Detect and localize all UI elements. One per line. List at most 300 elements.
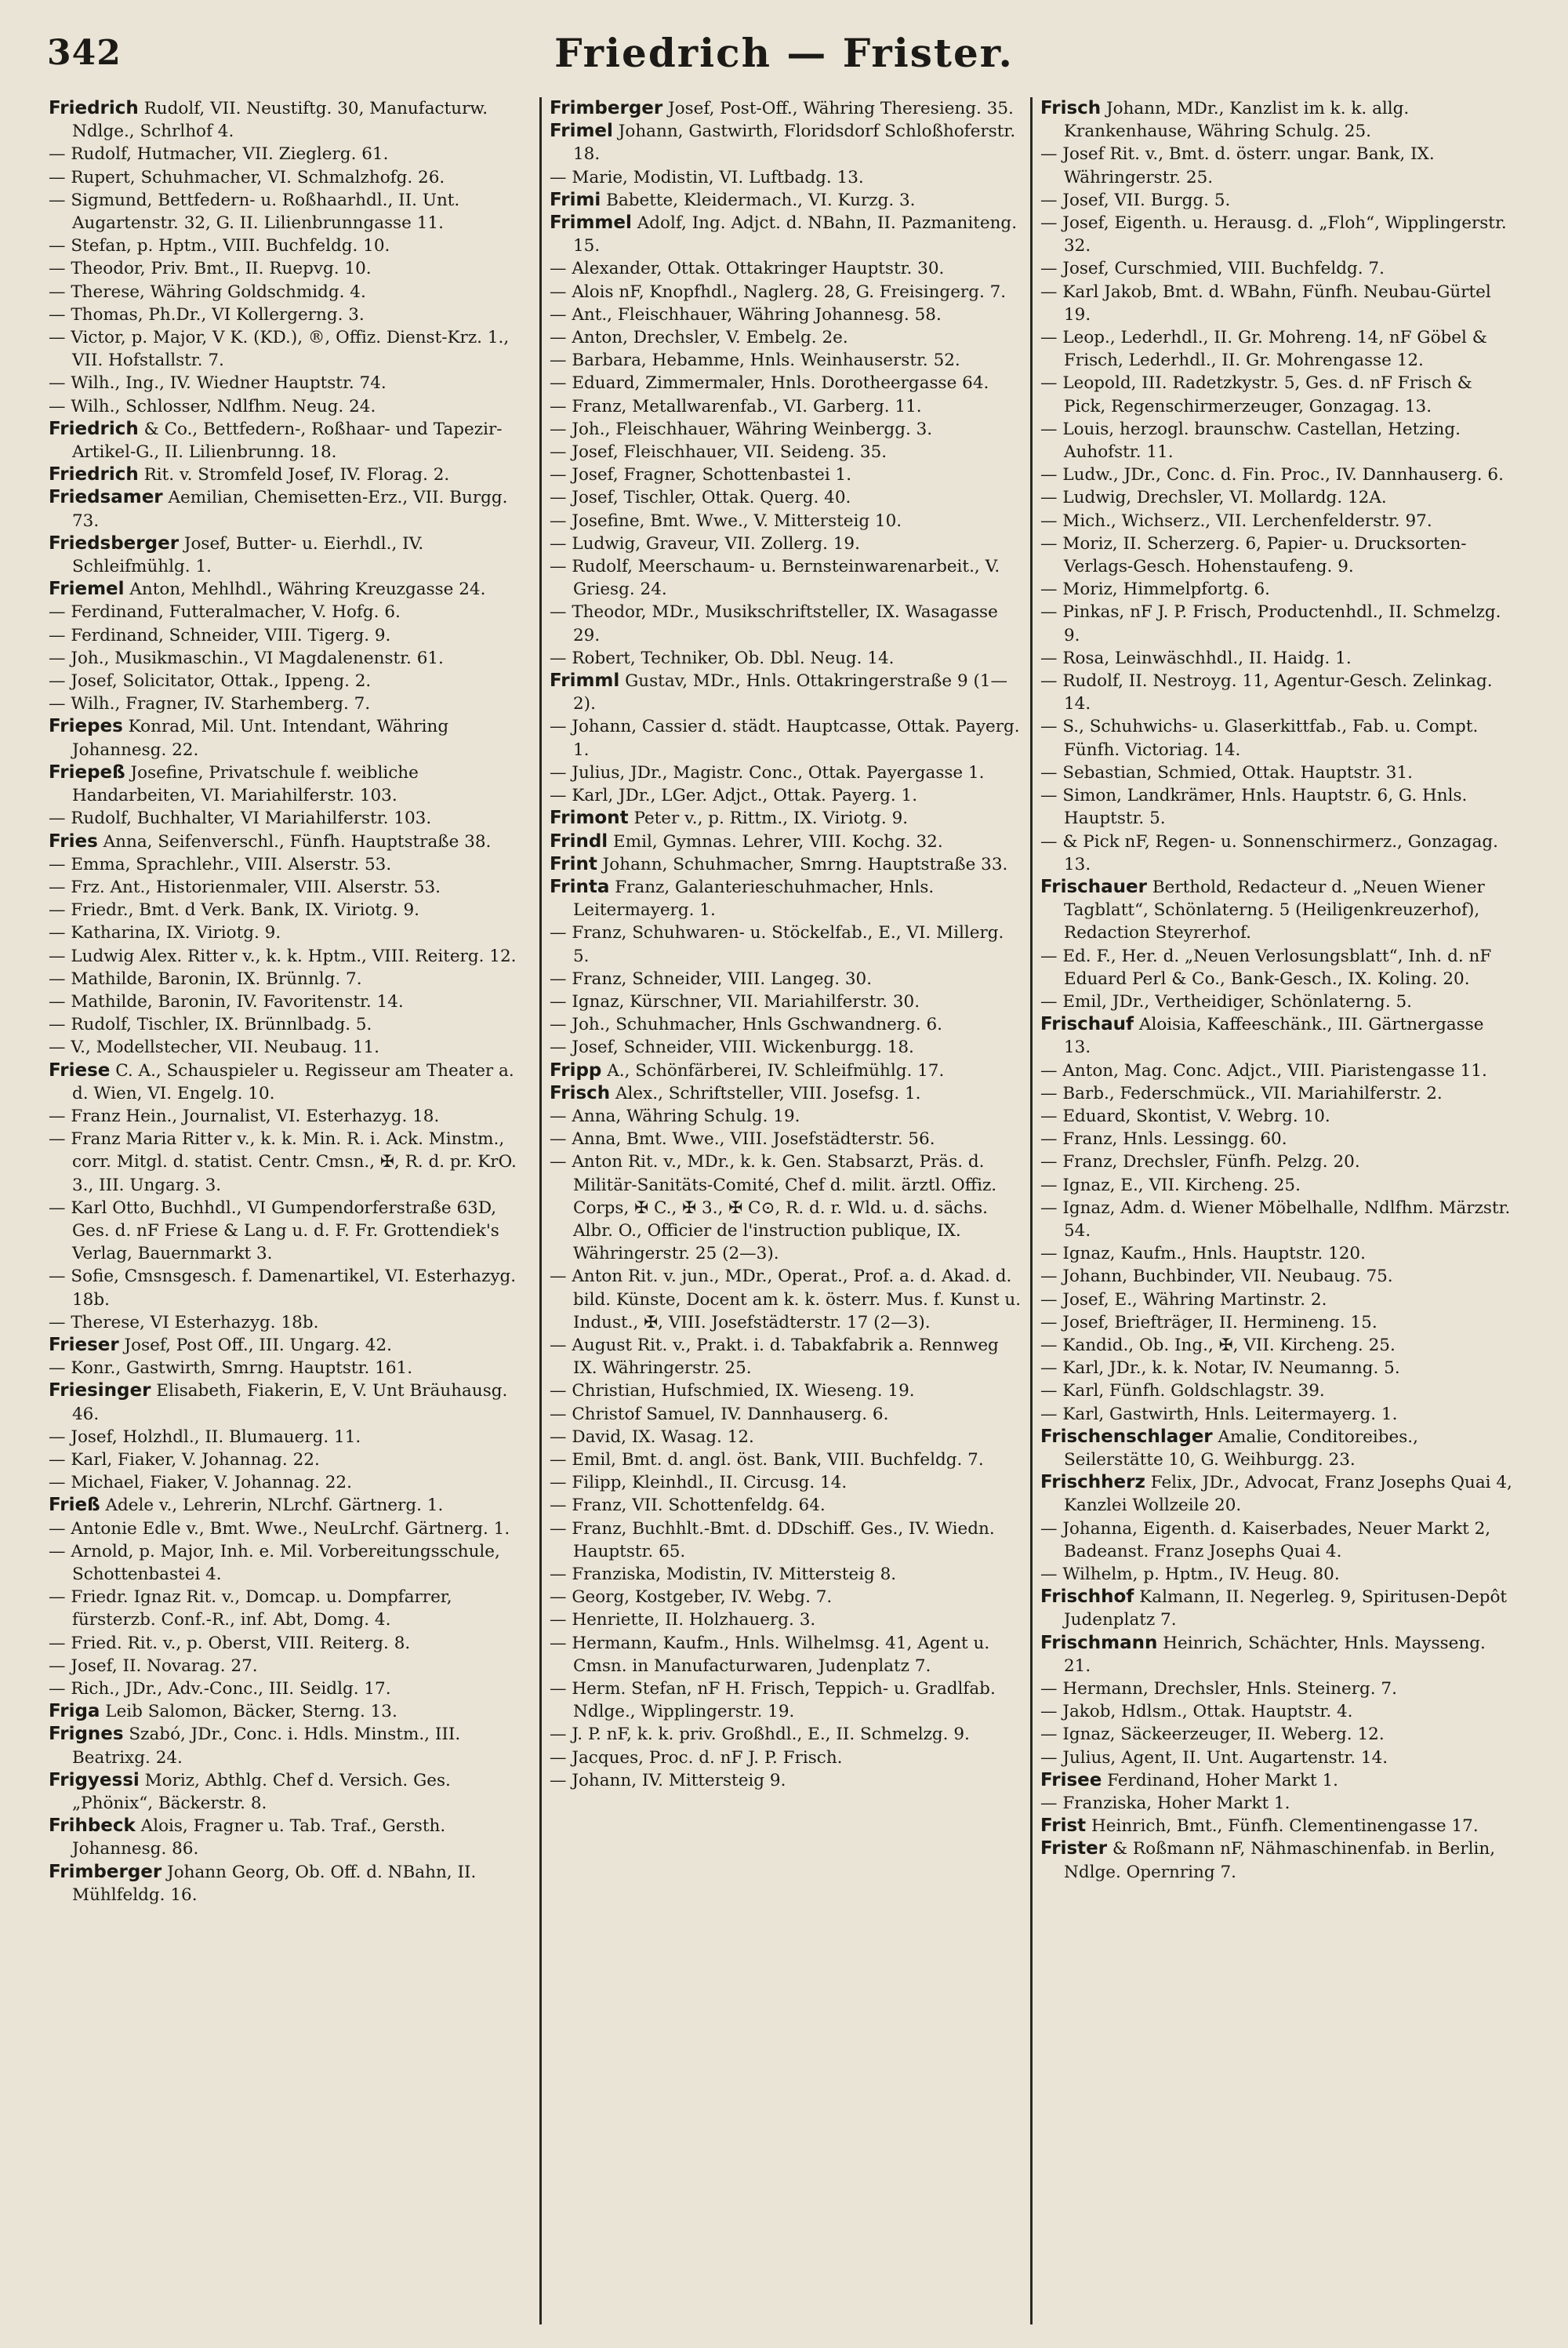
directory-entry	[550, 876, 1022, 921]
entry-details: — Sofie, Cmsnsgesch. f. Damenartikel, VI. Esterhazyg. 18b.	[49, 1267, 517, 1310]
directory-entry	[550, 1471, 1022, 1494]
entry-details: Franz, Galanterieschuhmacher, Hnls. Leitermayerg. 1.	[573, 877, 935, 921]
directory-entry	[1040, 1632, 1513, 1677]
directory-entry	[550, 532, 1022, 555]
directory-entry	[49, 990, 532, 1013]
directory-entry	[1040, 601, 1513, 646]
entry-details: — Barbara, Hebamme, Hnls. Weinhauserstr. 52.	[550, 351, 960, 371]
entry-details: — Johann, IV. Mittersteig 9.	[550, 1770, 786, 1790]
entry-details: — Kandid., Ob. Ing., ✠, VII. Kircheng. 25.	[1040, 1335, 1396, 1355]
directory-entry	[550, 418, 1022, 441]
directory-entry	[550, 1150, 1022, 1265]
entry-details: — Hermann, Kaufm., Hnls. Wilhelmsg. 41, Agent u. Cmsn. in Manufacturwaren, Judenplatz 7.	[550, 1633, 990, 1676]
directory-entry	[1040, 143, 1513, 188]
directory-entry	[1040, 761, 1513, 784]
directory-entry	[1040, 784, 1513, 830]
entry-surname: Frimberger	[49, 1861, 162, 1882]
entry-details: C. A., Schauspieler u. Regisseur am Theater a. d. Wien, VI. Engelg. 10.	[72, 1060, 514, 1103]
directory-entry	[550, 1746, 1022, 1769]
directory-entry	[1040, 1013, 1513, 1059]
entry-details: — Franz, VII. Schottenfeldg. 64.	[550, 1496, 826, 1516]
entry-details: — Rudolf, Tischler, IX. Brünnlbadg. 5.	[49, 1015, 372, 1035]
entry-details: Heinrich, Bmt., Fünfh. Clementinengasse 17.	[1086, 1816, 1479, 1837]
entry-details: — Eduard, Skontist, V. Webrg. 10.	[1040, 1106, 1330, 1126]
entry-details: Anna, Seifenverschl., Fünfh. Hauptstraße 38.	[97, 831, 492, 852]
entry-details: — Franz, Hnls. Lessingg. 60.	[1040, 1129, 1287, 1150]
entry-details: — Friedr., Bmt. d Verk. Bank, IX. Viriotg. 9.	[49, 900, 419, 921]
directory-entry	[550, 1448, 1022, 1471]
directory-entry	[1040, 1242, 1513, 1265]
entry-details: — Alexander, Ottak. Ottakringer Hauptstr. 30.	[550, 259, 945, 279]
directory-entry	[550, 1586, 1022, 1608]
directory-entry	[1040, 1403, 1513, 1426]
directory-entry	[1040, 670, 1513, 715]
directory-entry	[49, 166, 532, 189]
directory-entry	[1040, 1357, 1513, 1379]
entry-details: — Rosa, Leinwäschhdl., II. Haidg. 1.	[1040, 648, 1352, 668]
entry-details: — Ludwig, Drechsler, VI. Mollardg. 12A.	[1040, 488, 1387, 508]
entry-details: — Mathilde, Baronin, IX. Brünnlg. 7.	[49, 969, 362, 989]
directory-entry	[49, 1586, 532, 1631]
entry-details: — Ferdinand, Schneider, VIII. Tigerg. 9.	[49, 625, 391, 645]
entry-details: — Emil, Bmt. d. angl. öst. Bank, VIII. Buchfeldg. 7.	[550, 1449, 984, 1470]
entry-details: Johann, Gastwirth, Floridsdorf Schloßhoferstr. 18.	[573, 122, 1016, 165]
entry-details: Rudolf, VII. Neustiftg. 30, Manufacturw. Ndlge., Schrlhof 4.	[72, 99, 488, 142]
entry-details: — Christof Samuel, IV. Dannhauserg. 6.	[550, 1404, 889, 1424]
entry-details: Johann, MDr., Kanzlist im k. k. allg. Krankenhause, Währing Schulg. 25.	[1064, 99, 1410, 142]
entry-surname: Frint	[550, 853, 597, 874]
entry-details: — Ed. F., Her. d. „Neuen Verlosungsblatt“, Inh. d. nF Eduard Perl & Co., Bank-Gesch., IX. Koling. 20.	[1040, 946, 1492, 989]
entry-details: — Anton, Mag. Conc. Adjct., VIII. Piaristengasse 11.	[1040, 1060, 1487, 1081]
entry-details: — Josef, Briefträger, II. Hermineng. 15.	[1040, 1312, 1377, 1332]
directory-entry	[49, 968, 532, 990]
directory-entry	[550, 1013, 1022, 1036]
columns	[49, 97, 1523, 2324]
directory-entry	[49, 601, 532, 623]
entry-details: — Herm. Stefan, nF H. Frisch, Teppich- u. Gradlfab. Ndlge., Wipplingerstr. 19.	[550, 1679, 996, 1722]
entry-details: — Franziska, Modistin, IV. Mittersteig 8.	[550, 1565, 897, 1584]
entry-surname: Friemel	[49, 579, 125, 600]
entry-details: Emil, Gymnas. Lehrer, VIII. Kochg. 32.	[608, 831, 943, 852]
entry-details: — Ludw., JDr., Conc. d. Fin. Proc., IV. Dannhauserg. 6.	[1040, 465, 1504, 485]
entry-details: — Joh., Schuhmacher, Hnls Gschwandnerg. 6.	[550, 1015, 943, 1035]
directory-entry	[49, 647, 532, 670]
entry-details: Adele v., Lehrerin, NLrchf. Gärtnerg. 1.	[100, 1496, 444, 1516]
entry-details: — Karl, Gastwirth, Hnls. Leitermayerg. 1.	[1040, 1404, 1398, 1424]
directory-entry	[49, 1105, 532, 1128]
entry-surname: Frisch	[1040, 98, 1102, 118]
directory-entry	[550, 831, 1022, 853]
directory-entry	[1040, 486, 1513, 509]
directory-entry	[550, 647, 1022, 670]
directory-entry	[49, 921, 532, 944]
directory-entry	[550, 441, 1022, 463]
entry-surname: Frist	[1040, 1816, 1087, 1837]
entry-details: — Thomas, Ph.Dr., VI Kollergerng. 3.	[49, 304, 365, 325]
directory-entry	[49, 532, 532, 578]
directory-entry	[49, 234, 532, 257]
entry-details: Alex., Schriftsteller, VIII. Josefsg. 1.	[610, 1083, 921, 1103]
directory-entry	[49, 1540, 532, 1586]
entry-surname: Friedsamer	[49, 487, 163, 508]
entry-details: — Rudolf, Hutmacher, VII. Zieglerg. 61.	[49, 144, 389, 165]
entry-details: Alois, Fragner u. Tab. Traf., Gersth. Johannesg. 86.	[72, 1816, 446, 1859]
directory-entry	[49, 1197, 532, 1266]
entry-details: — Wilh., Schlosser, Ndlfhm. Neug. 24.	[49, 396, 376, 416]
directory-entry	[49, 189, 532, 234]
directory-entry	[550, 510, 1022, 532]
entry-details: Gustav, MDr., Hnls. Ottakringerstraße 9 (1—2).	[573, 671, 1008, 714]
directory-entry	[550, 372, 1022, 394]
directory-entry	[49, 1494, 532, 1517]
entry-details: — Rupert, Schuhmacher, VI. Schmalzhofg. 26.	[49, 167, 445, 187]
entry-surname: Frinta	[550, 876, 610, 897]
directory-entry	[49, 853, 532, 876]
entry-details: — Katharina, IX. Viriotg. 9.	[49, 923, 281, 943]
entry-surname: Friesinger	[49, 1380, 151, 1401]
entry-details: Anton, Mehlhdl., Währing Kreuzgasse 24.	[124, 580, 486, 600]
directory-entry	[1040, 463, 1513, 486]
directory-entry	[550, 166, 1022, 189]
directory-entry	[550, 326, 1022, 349]
entry-details: Moriz, Abthlg. Chef d. Versich. Ges. „Phönix“, Bäckerstr. 8.	[72, 1770, 451, 1814]
directory-entry	[1040, 1426, 1513, 1471]
directory-entry	[49, 326, 532, 372]
directory-entry	[550, 1769, 1022, 1792]
entry-details: Elisabeth, Fiakerin, E, V. Unt Bräuhausg. 46.	[72, 1381, 508, 1424]
directory-entry	[49, 1769, 532, 1815]
entry-details: — Simon, Landkrämer, Hnls. Hauptstr. 6, G. Hnls. Hauptstr. 5.	[1040, 786, 1468, 829]
directory-entry	[1040, 1837, 1513, 1883]
entry-details: — Rudolf, Meerschaum- u. Bernsteinwarenarbeit., V. Griesg. 24.	[550, 557, 1000, 600]
entry-details: Aloisia, Kaffeeschänk., III. Gärtnergasse 13.	[1064, 1015, 1484, 1058]
entry-details: — Josef Rit. v., Bmt. d. österr. ungar. Bank, IX. Währingerstr. 25.	[1040, 144, 1435, 187]
entry-details: — Rich., JDr., Adv.-Conc., III. Seidlg. 17.	[49, 1679, 391, 1699]
entry-details: — Franz Hein., Journalist, VI. Esterhazyg. 18.	[49, 1106, 440, 1126]
entry-surname: Frindl	[550, 831, 608, 852]
directory-entry	[49, 1265, 532, 1310]
entry-details: — Ludwig, Graveur, VII. Zollerg. 19.	[550, 533, 860, 554]
entry-surname: Frigyessi	[49, 1769, 140, 1790]
entry-details: — Leopold, III. Radetzkystr. 5, Ges. d. nF Frisch & Pick, Regenschirmerzeuger, Gonzagag. 13.	[1040, 373, 1472, 416]
entry-details: — Frz. Ant., Historienmaler, VIII. Alserstr. 53.	[49, 877, 441, 897]
entry-details: — August Rit. v., Prakt. i. d. Tabakfabrik a. Rennweg IX. Währingerstr. 25.	[550, 1335, 999, 1379]
directory-entry	[550, 1494, 1022, 1517]
directory-entry	[550, 1060, 1022, 1082]
entry-details: Johann Georg, Ob. Off. d. NBahn, II. Mühlfeldg. 16.	[72, 1862, 477, 1905]
entry-details: — Mathilde, Baronin, IV. Favoritenstr. 14.	[49, 991, 404, 1012]
directory-entry	[1040, 97, 1513, 143]
entry-details: Josef, Post Off., III. Ungarg. 42.	[118, 1335, 392, 1355]
directory-entry	[49, 257, 532, 280]
entry-details: — Rudolf, II. Nestroyg. 11, Agentur-Gesch. Zelinkag. 14.	[1040, 671, 1493, 714]
entry-details: — Johanna, Eigenth. d. Kaiserbades, Neuer Markt 2, Badeanst. Franz Josephs Quai 4.	[1040, 1518, 1491, 1561]
entry-details: — Henriette, II. Holzhauerg. 3.	[550, 1610, 816, 1630]
entry-details: Peter v., p. Rittm., IX. Viriotg. 9.	[628, 809, 909, 829]
entry-details: — Georg, Kostgeber, IV. Webg. 7.	[550, 1587, 833, 1608]
entry-details: & Roßmann nF, Nähmaschinenfab. in Berlin, Ndlge. Opernring 7.	[1064, 1839, 1496, 1882]
directory-entry	[49, 143, 532, 165]
entry-details: Berthold, Redacteur d. „Neuen Wiener Tagblatt“, Schönlaterng. 5 (Heiligenkreuzerhof), Redaction Steyrerhof.	[1064, 877, 1485, 943]
entry-details: — Eduard, Zimmermaler, Hnls. Dorotheergasse 64.	[550, 373, 989, 394]
directory-entry	[1040, 1677, 1513, 1700]
directory-entry	[1040, 1174, 1513, 1197]
entry-details: — Johann, Buchbinder, VII. Neubaug. 75.	[1040, 1267, 1393, 1287]
directory-entry	[49, 831, 532, 853]
directory-entry	[49, 899, 532, 921]
directory-entry	[49, 418, 532, 463]
directory-entry	[49, 876, 532, 899]
entry-details: — Friedr. Ignaz Rit. v., Domcap. u. Dompfarrer, fürsterzb. Conf.-R., inf. Abt, Domg. 4.	[49, 1587, 452, 1630]
directory-entry	[1040, 1471, 1513, 1517]
directory-entry	[550, 303, 1022, 326]
directory-entry	[1040, 257, 1513, 280]
directory-entry	[49, 395, 532, 418]
directory-entry	[1040, 1563, 1513, 1586]
entry-surname: Frisch	[550, 1082, 611, 1103]
directory-entry	[550, 257, 1022, 280]
entry-details: — Anton Rit. v. jun., MDr., Operat., Prof. a. d. Akad. d. bild. Künste, Docent am k. k. österr. Mus. f. Kunst u. Indust., ✠, VIII. Josefstädterstr. 17 (2—3).	[550, 1267, 1022, 1332]
directory-entry	[550, 601, 1022, 646]
entry-details: — Karl Jakob, Bmt. d. WBahn, Fünfh. Neubau-Gürtel 19.	[1040, 282, 1491, 325]
directory-entry	[49, 1357, 532, 1379]
directory-entry	[1040, 1197, 1513, 1242]
directory-entry	[1040, 1128, 1513, 1150]
entry-details: — Franz, Schuhwaren- u. Stöckelfab., E., VI. Millerg. 5.	[550, 923, 1004, 966]
directory-entry	[1040, 189, 1513, 212]
entry-details: Josefine, Privatschule f. weibliche Handarbeiten, VI. Mariahilferstr. 103.	[72, 762, 419, 806]
directory-entry	[1040, 1815, 1513, 1837]
entry-details: & Co., Bettfedern-, Roßhaar- und Tapezir-Artikel-G., II. Lilienbrunng. 18.	[72, 419, 503, 463]
entry-details: — Sigmund, Bettfedern- u. Roßhaarhdl., II. Unt. Augartenstr. 32, G. II. Lilienbrunngasse 11.	[49, 190, 460, 234]
entry-surname: Frischhof	[1040, 1587, 1134, 1608]
directory-entry	[1040, 647, 1513, 670]
entry-details: Leib Salomon, Bäcker, Sterng. 13.	[100, 1702, 397, 1722]
directory-entry	[49, 97, 532, 143]
directory-entry	[550, 463, 1022, 486]
entry-details: — Wilhelm, p. Hptm., IV. Heug. 80.	[1040, 1565, 1340, 1584]
entry-details: — Karl Otto, Buchhdl., VI Gumpendorferstraße 63D, Ges. d. nF Friese & Lang u. d. F. Fr. Grottendiek's Verlag, Bauernmarkt 3.	[49, 1198, 499, 1264]
column-left	[49, 97, 539, 2324]
entry-surname: Frischauf	[1040, 1014, 1134, 1035]
directory-entry	[550, 1632, 1022, 1677]
entry-surname: Friese	[49, 1060, 111, 1081]
entry-details: — Karl, Fiaker, V. Johannag. 22.	[49, 1449, 320, 1470]
directory-entry	[1040, 1265, 1513, 1288]
directory-entry	[1040, 212, 1513, 257]
directory-entry	[49, 578, 532, 601]
entry-details: Adolf, Ing. Adjct. d. NBahn, II. Pazmaniteng. 15.	[573, 213, 1018, 256]
directory-entry	[550, 715, 1022, 761]
entry-details: — Jakob, Hdlsm., Ottak. Hauptstr. 4.	[1040, 1702, 1353, 1722]
directory-entry	[550, 555, 1022, 601]
entry-details: — Franz, Metallwarenfab., VI. Garberg. 11.	[550, 396, 922, 416]
entry-details: — Anton, Drechsler, V. Embelg. 2e.	[550, 328, 848, 348]
entry-details: A., Schönfärberei, IV. Schleifmühlg. 17.	[601, 1060, 945, 1081]
entry-details: — Franziska, Hoher Markt 1.	[1040, 1794, 1290, 1814]
directory-entry	[1040, 1105, 1513, 1128]
entry-surname: Frimont	[550, 808, 629, 829]
entry-details: — Filipp, Kleinhdl., II. Circusg. 14.	[550, 1473, 848, 1493]
entry-details: — Ant., Fleischhauer, Währing Johannesg. 58.	[550, 304, 942, 325]
entry-details: — Wilh., Ing., IV. Wiedner Hauptstr. 74.	[49, 373, 387, 394]
entry-details: — Stefan, p. Hptm., VIII. Buchfeldg. 10.	[49, 236, 390, 256]
entry-details: Josef, Butter- u. Eierhdl., IV. Schleifmühlg. 1.	[72, 533, 424, 577]
directory-entry	[550, 1426, 1022, 1448]
entry-surname: Frimel	[550, 121, 613, 142]
entry-details: — Ignaz, Adm. d. Wiener Möbelhalle, Ndlfhm. Märzstr. 54.	[1040, 1198, 1511, 1241]
directory-entry	[1040, 876, 1513, 945]
entry-details: — Moriz, II. Scherzerg. 6, Papier- u. Drucksorten-Verlags-Gesch. Hohenstaufeng. 9.	[1040, 533, 1467, 577]
directory-entry	[1040, 326, 1513, 372]
directory-entry	[1040, 1150, 1513, 1173]
directory-entry	[49, 372, 532, 394]
entry-details: — Franz Maria Ritter v., k. k. Min. R. i. Ack. Minstm., corr. Mitgl. d. statist. Centr. Cmsn., ✠, R. d. pr. KrO. 3., III. Ungarg. 3.	[49, 1129, 517, 1195]
entry-details: — Josef, Eigenth. u. Herausg. d. „Floh“, Wipplingerstr. 32.	[1040, 213, 1507, 256]
directory-entry	[49, 1128, 532, 1197]
entry-details: — Josef, E., Währing Martinstr. 2.	[1040, 1289, 1327, 1310]
entry-details: — Ignaz, Kürschner, VII. Mariahilferstr. 30.	[550, 991, 920, 1012]
directory-entry	[1040, 372, 1513, 417]
directory-entry	[550, 921, 1022, 967]
entry-surname: Friepes	[49, 716, 123, 737]
entry-details: — Konr., Gastwirth, Smrng. Hauptstr. 161.	[49, 1358, 413, 1379]
directory-entry	[49, 1723, 532, 1768]
entry-details: — Wilh., Fragner, IV. Starhemberg. 7.	[49, 694, 371, 714]
directory-entry	[1040, 945, 1513, 990]
directory-entry	[550, 1128, 1022, 1150]
directory-entry	[49, 1471, 532, 1494]
entry-surname: Frimberger	[550, 98, 663, 118]
directory-entry	[1040, 1517, 1513, 1563]
directory-entry	[49, 1448, 532, 1471]
directory-entry	[49, 1334, 532, 1357]
directory-entry	[550, 1105, 1022, 1128]
directory-entry	[1040, 1288, 1513, 1311]
entry-details: Kalmann, II. Negerleg. 9, Spiritusen-Depôt Judenplatz 7.	[1064, 1587, 1508, 1630]
entry-details: Aemilian, Chemisetten-Erz., VII. Burgg. 73.	[72, 488, 508, 531]
entry-details: — Antonie Edle v., Bmt. Wwe., NeuLrchf. Gärtnerg. 1.	[49, 1518, 510, 1539]
entry-details: — Rudolf, Buchhalter, VI Mariahilferstr. 103.	[49, 809, 432, 829]
entry-details: — Barb., Federschmück., VII. Mariahilferstr. 2.	[1040, 1083, 1443, 1103]
entry-details: — Mich., Wichserz., VII. Lerchenfelderstr. 97.	[1040, 511, 1432, 531]
directory-entry	[550, 761, 1022, 784]
entry-surname: Frimi	[550, 189, 601, 210]
directory-entry	[550, 1036, 1022, 1059]
entry-details: Konrad, Mil. Unt. Intendant, Währing Johannesg. 22.	[72, 717, 449, 760]
entry-details: — Therese, VI Esterhazyg. 18b.	[49, 1312, 319, 1332]
entry-details: — Theodor, MDr., Musikschriftsteller, IX. Wasagasse 29.	[550, 602, 998, 645]
entry-details: Johann, Schuhmacher, Smrng. Hauptstraße 33.	[597, 854, 1008, 874]
entry-details: — Franz, Schneider, VIII. Langeg. 30.	[550, 969, 873, 989]
entry-details: — Leop., Lederhdl., II. Gr. Mohreng. 14, nF Göbel & Frisch, Lederhdl., II. Gr. Mohrengasse 12.	[1040, 328, 1487, 371]
entry-surname: Frischmann	[1040, 1632, 1158, 1653]
directory-entry	[550, 807, 1022, 830]
directory-entry	[1040, 1746, 1513, 1769]
entry-surname: Frischherz	[1040, 1472, 1145, 1493]
entry-surname: Fripp	[550, 1060, 602, 1081]
entry-details: — Karl, JDr., LGer. Adjct., Ottak. Payerg. 1.	[550, 786, 918, 806]
entry-details: — Emil, JDr., Vertheidiger, Schönlaterng. 5.	[1040, 991, 1412, 1012]
directory-entry	[1040, 1769, 1513, 1792]
entry-details: — Josef, II. Novarag. 27.	[49, 1656, 258, 1676]
entry-details: — S., Schuhwichs- u. Glaserkittfab., Fab. u. Compt. Fünfh. Victoriag. 14.	[1040, 717, 1479, 760]
directory-entry	[550, 1082, 1022, 1105]
directory-entry	[550, 120, 1022, 165]
entry-details: — Julius, JDr., Magistr. Conc., Ottak. Payergasse 1.	[550, 762, 985, 783]
directory-entry	[49, 1036, 532, 1059]
directory-entry	[49, 1655, 532, 1677]
directory-entry	[49, 715, 532, 761]
entry-details: — Robert, Techniker, Ob. Dbl. Neug. 14.	[550, 648, 895, 668]
entry-surname: Fries	[49, 831, 98, 852]
entry-details: — Emma, Sprachlehr., VIII. Alserstr. 53.	[49, 854, 392, 874]
directory-entry	[1040, 1586, 1513, 1631]
entry-details: — Alois nF, Knopfhdl., Naglerg. 28, G. Freisingerg. 7.	[550, 282, 1007, 302]
entry-details: — Anna, Bmt. Wwe., VIII. Josefstädterstr. 56.	[550, 1129, 935, 1150]
entry-surname: Friedrich	[49, 418, 139, 439]
directory-entry	[49, 1677, 532, 1700]
directory-entry	[550, 1403, 1022, 1426]
directory-entry	[49, 1013, 532, 1036]
directory-entry	[550, 853, 1022, 876]
entry-details: — Louis, herzogl. braunschw. Castellan, Hetzing. Auhofstr. 11.	[1040, 419, 1461, 463]
entry-details: Ferdinand, Hoher Markt 1.	[1102, 1770, 1339, 1790]
entry-details: — Ignaz, E., VII. Kircheng. 25.	[1040, 1175, 1301, 1195]
directory-entry	[49, 1426, 532, 1448]
directory-entry	[550, 784, 1022, 807]
entry-details: — Franz, Drechsler, Fünfh. Pelzg. 20.	[1040, 1152, 1360, 1172]
directory-entry	[550, 968, 1022, 990]
entry-surname: Frister	[1040, 1838, 1108, 1859]
directory-entry	[49, 761, 532, 807]
entry-details: — Josef, Curschmied, VIII. Buchfeldg. 7.	[1040, 259, 1385, 279]
directory-entry	[550, 1517, 1022, 1563]
entry-surname: Frignes	[49, 1724, 124, 1745]
entry-details: — Ignaz, Säckeerzeuger, II. Weberg. 12.	[1040, 1725, 1385, 1745]
entry-details: — Therese, Währing Goldschmidg. 4.	[49, 282, 366, 302]
column-middle	[539, 97, 1030, 2324]
directory-entry	[550, 1723, 1022, 1746]
directory-entry	[1040, 532, 1513, 578]
entry-surname: Frimml	[550, 671, 620, 692]
entry-details: — Arnold, p. Major, Inh. e. Mil. Vorbereitungsschule, Schottenbastei 4.	[49, 1541, 500, 1584]
entry-details: — Josefine, Bmt. Wwe., V. Mittersteig 10.	[550, 511, 902, 531]
entry-details: Babette, Kleidermach., VI. Kurzg. 3.	[601, 190, 916, 210]
entry-details: Szabó, JDr., Conc. i. Hdls. Minstm., III. Beatrixg. 24.	[72, 1725, 461, 1768]
entry-details: Josef, Post-Off., Währing Theresieng. 35.	[662, 99, 1014, 118]
directory-entry	[1040, 831, 1513, 876]
directory-entry	[550, 990, 1022, 1013]
entry-details: — Fried. Rit. v., p. Oberst, VIII. Reiterg. 8.	[49, 1633, 411, 1653]
entry-details: — Karl, JDr., k. k. Notar, IV. Neumanng. 5.	[1040, 1358, 1400, 1379]
directory-entry	[49, 670, 532, 692]
directory-entry	[1040, 1379, 1513, 1402]
entry-details: — Michael, Fiaker, V. Johannag. 22.	[49, 1473, 352, 1493]
directory-entry	[1040, 510, 1513, 532]
directory-entry	[49, 1632, 532, 1655]
directory-entry	[1040, 281, 1513, 326]
entry-surname: Frischauer	[1040, 876, 1148, 897]
directory-entry	[550, 1677, 1022, 1723]
entry-details: — Josef, Fleischhauer, VII. Seideng. 35.	[550, 442, 887, 463]
entry-surname: Friepeß	[49, 761, 125, 783]
directory-entry	[49, 1700, 532, 1723]
directory-entry	[550, 1265, 1022, 1334]
entry-surname: Friedrich	[49, 464, 139, 485]
directory-entry	[49, 945, 532, 968]
directory-entry	[49, 624, 532, 647]
